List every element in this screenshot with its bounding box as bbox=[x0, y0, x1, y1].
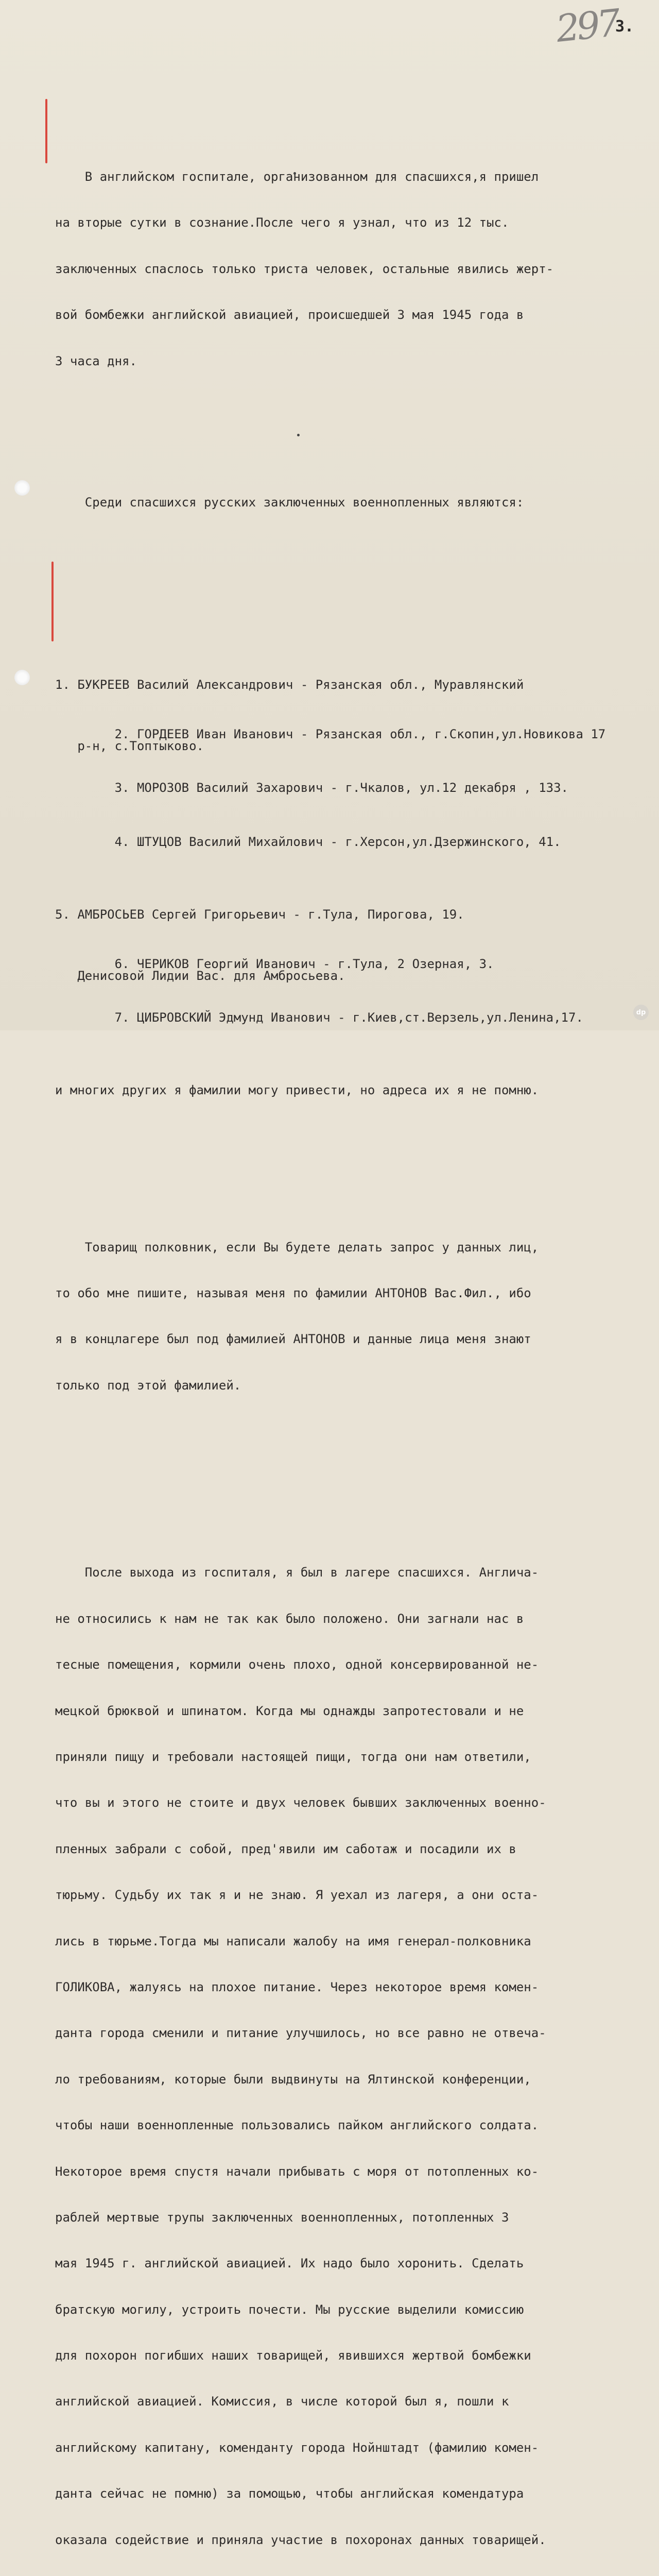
handwritten-archive-number: 297 bbox=[553, 1, 620, 51]
text-line: я в концлагере был под фамилией АНТОНОВ и данные лица меня знают bbox=[55, 1332, 531, 1347]
text-line: раблей мертвые трупы заключенных военнопленных, потопленных 3 bbox=[55, 2210, 509, 2225]
text-line: что вы и этого не стоите и двух человек бывших заключенных военно- bbox=[55, 1795, 546, 1810]
text-line: заключенных спаслось только триста человек, остальные явились жерт- bbox=[55, 261, 554, 276]
text-line: английскому капитану, коменданту города Нойнштадт (фамилию комен- bbox=[55, 2440, 539, 2455]
text-line: 3 часа дня. bbox=[55, 353, 137, 368]
punch-hole-lower bbox=[14, 670, 30, 685]
text-line: тюрьму. Судьбу их так я и не знаю. Я уехал из лагеря, а они оста- bbox=[55, 1888, 539, 1903]
list-item-line: 4. ШТУЦОВ Василий Михайлович - г.Херсон,ул.Дзержинского, 41. bbox=[114, 834, 561, 849]
paragraph-camp bbox=[55, 1535, 655, 2576]
paragraph-hospital bbox=[55, 139, 655, 400]
text-line: лись в тюрьме.Тогда мы написали жалобу на имя генерал-полковника bbox=[55, 1934, 531, 1948]
text-line: оказала содействие и приняла участие в похоронах данных товарищей. bbox=[55, 2532, 546, 2547]
list-item-line: 7. ЦИБРОВСКИЙ Эдмунд Иванович - г.Киев,ст.Верзель,ул.Ленина,17. bbox=[114, 1010, 583, 1025]
list-item-line: 6. ЧЕРИКОВ Георгий Иванович - г.Тула, 2 Озерная, 3. bbox=[114, 957, 494, 972]
list-item-line: 5. АМБРОСЬЕВ Сергей Григорьевич - г.Тула, Пирогова, 19. bbox=[55, 907, 464, 922]
list-item-line: 2. ГОРДЕЕВ Иван Иванович - Рязанская обл., г.Скопин,ул.Новикова 17 bbox=[114, 727, 606, 742]
text-line: ГОЛИКОВА, жалуясь на плохое питание. Через некоторое время комен- bbox=[55, 1979, 539, 1994]
text-line: только под этой фамилией. bbox=[55, 1378, 241, 1393]
list-item bbox=[55, 930, 655, 972]
text-line: на вторые сутки в сознание.После чего я узнал, что из 12 тыс. bbox=[55, 215, 509, 230]
text-line: мая 1945 г. английской авиацией. Их надо было хоронить. Сделать bbox=[55, 2256, 524, 2271]
text-line: ло требованиям, которые были выдвинуты на Ялтинской конференции, bbox=[55, 2072, 531, 2087]
text-line: для похорон погибших наших товарищей, явившихся жертвой бомбежки bbox=[55, 2348, 531, 2363]
list-item bbox=[55, 754, 655, 795]
text-line: вой бомбежки английской авиацией, происшедшей 3 мая 1945 года в bbox=[55, 308, 524, 323]
list-item bbox=[55, 700, 655, 742]
list-item bbox=[55, 807, 655, 849]
text-line: приняли пищу и требовали настоящей пищи, тогда они нам ответили, bbox=[55, 1750, 531, 1765]
text-line: английской авиацией. Комиссия, в числе которой был я, пошли к bbox=[55, 2394, 509, 2409]
text-line: то обо мне пишите, называя меня по фамилии АНТОНОВ Вас.Фил., ибо bbox=[55, 1285, 531, 1300]
list-item-line: 1. БУКРЕЕВ Василий Александрович - Рязанская обл., Муравлянский bbox=[55, 677, 524, 692]
text-line: данта сейчас не помню) за помощью, чтобы английская комендатура bbox=[55, 2486, 524, 2501]
page-number: 3. bbox=[615, 18, 634, 36]
text-line: данта города сменили и питание улучшилось, но все равно не отвеча- bbox=[55, 2026, 546, 2041]
text-line: Товарищ полковник, если Вы будете делать запрос у данных лиц, bbox=[55, 1240, 539, 1255]
list-item-line: 3. МОРОЗОВ Василий Захарович - г.Чкалов, ул.12 декабря , 133. bbox=[114, 781, 568, 795]
list-item-line: Денисовой Лидии Вас. для Амбросьева. bbox=[55, 969, 345, 984]
document-body bbox=[55, 93, 655, 2576]
text-line: В английском госпитале, организованном для спасшихся,я пришел bbox=[55, 169, 539, 184]
list-item-line: р-н, с.Топтыково. bbox=[55, 739, 204, 754]
red-margin-mark-top bbox=[45, 99, 47, 163]
text-line: мецкой брюквой и шпинатом. Когда мы однажды запротестовали и не bbox=[55, 1703, 524, 1718]
text-line: чтобы наши военнопленные пользовались пайком английского солдата. bbox=[55, 2118, 539, 2133]
paragraph-request bbox=[55, 1209, 655, 1424]
text-line: После выхода из госпиталя, я был в лагере спасшихся. Англича- bbox=[55, 1565, 539, 1580]
survivors-list bbox=[55, 601, 655, 1037]
text-line: братскую могилу, устроить почести. Мы русские выделили комиссию bbox=[55, 2302, 524, 2317]
list-outro: и многих других я фамилии могу привести, но адреса их я не помню. bbox=[55, 1083, 539, 1098]
text-line: пленных забрали с собой, пред'явили им саботаж и посадили их в bbox=[55, 1841, 516, 1856]
text-line: тесные помещения, кормили очень плохо, одной консервированной не- bbox=[55, 1657, 539, 1672]
text-line: Некоторое время спустя начали прибывать с моря от потопленных ко- bbox=[55, 2164, 539, 2179]
list-intro: Среди спасшихся русских заключенных военнопленных являются: bbox=[55, 495, 524, 510]
watermark-logo: dp bbox=[633, 1005, 649, 1020]
text-line: не относились к нам не так как было положено. Они загнали нас в bbox=[55, 1611, 524, 1626]
red-margin-mark-middle bbox=[51, 562, 54, 641]
punch-hole-upper bbox=[14, 480, 30, 496]
